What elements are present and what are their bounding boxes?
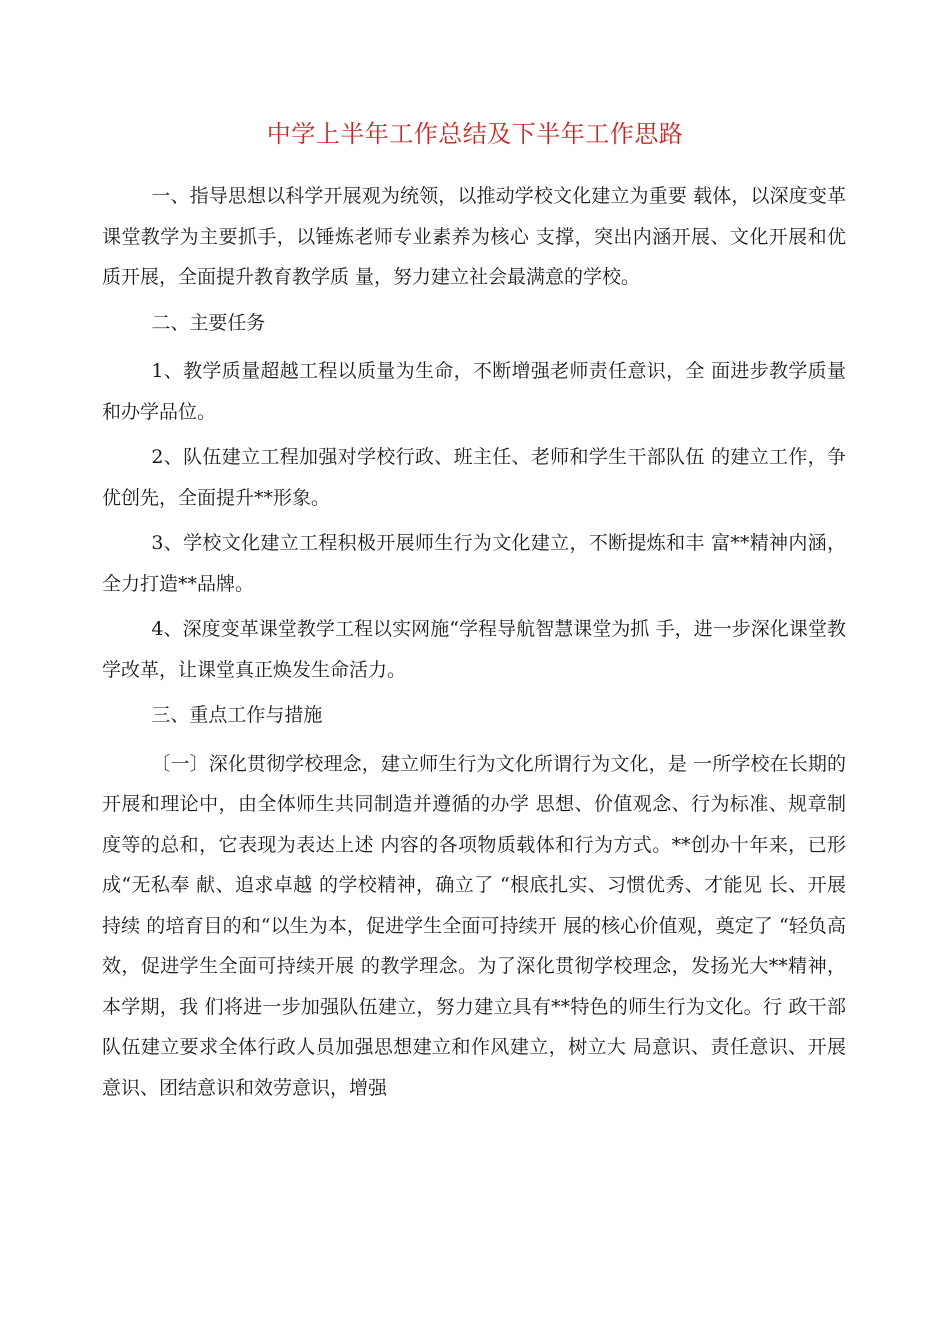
section-heading-main-tasks: 二、主要任务 [151, 311, 266, 334]
paragraph-task-2: 2、队伍建立工程加强对学校行政、班主任、老师和学生干部队伍 的建立工作，争优创先，全面提升**形象。 [102, 446, 846, 509]
paragraph-task-4: 4、深度变革课堂教学工程以实网施“学程导航智慧课堂为抓 手，进一步深化课堂教学改革，让课堂真正焕发生命活力。 [102, 618, 846, 681]
section-heading-key-work: 三、重点工作与措施 [151, 704, 323, 726]
paragraph-task-3: 3、学校文化建立工程积极开展师生行为文化建立，不断提炼和丰 富**精神内涵，全力打造**品牌。 [102, 532, 846, 595]
paragraph-key-work-1: 〔一〕深化贯彻学校理念，建立师生行为文化所谓行为文化，是 一所学校在长期的开展和理论中，由全体师生共同制造并遵循的办学 思想、价值观念、行为标准、规章制度等的总和，它表现为表达上述 内容的各项物质载体和行为方式。**创办十年来，已形成“无私奉 献、追求卓越 的学校精神，确立了 “根底扎实、习惯优秀、才能见 长、开展持续 的培育目的和“以生为本，促进学生全面可持续开 展的核心价值观，奠定了 “轻负高效，促进学生全面可持续开展 的教学理念。为了深化贯彻学校理念，发扬光大**精神，本学期，我 们将进一步加强队伍建立，努力建立具有**特色的师生行为文化。行 政干部队伍建立要求全体行政人员加强思想建立和作风建立，树立大 局意识、责任意识、开展意识、团结意识和效劳意识，增强 [102, 752, 846, 1099]
document-body [102, 176, 846, 1113]
paragraph-task-1: 1、教学质量超越工程以质量为生命，不断增强老师责任意识，全 面进步教学质量和办学品位。 [102, 360, 846, 423]
paragraph-guiding-ideology: 一、指导思想以科学开展观为统领，以推动学校文化建立为重要 载体，以深度变革课堂教学为主要抓手，以锤炼老师专业素养为核心 支撑，突出内涵开展、文化开展和优质开展，全面提升教育教学质 量，努力建立社会最满意的学校。 [102, 185, 846, 288]
document-title: 中学上半年工作总结及下半年工作思路 [266, 120, 684, 148]
